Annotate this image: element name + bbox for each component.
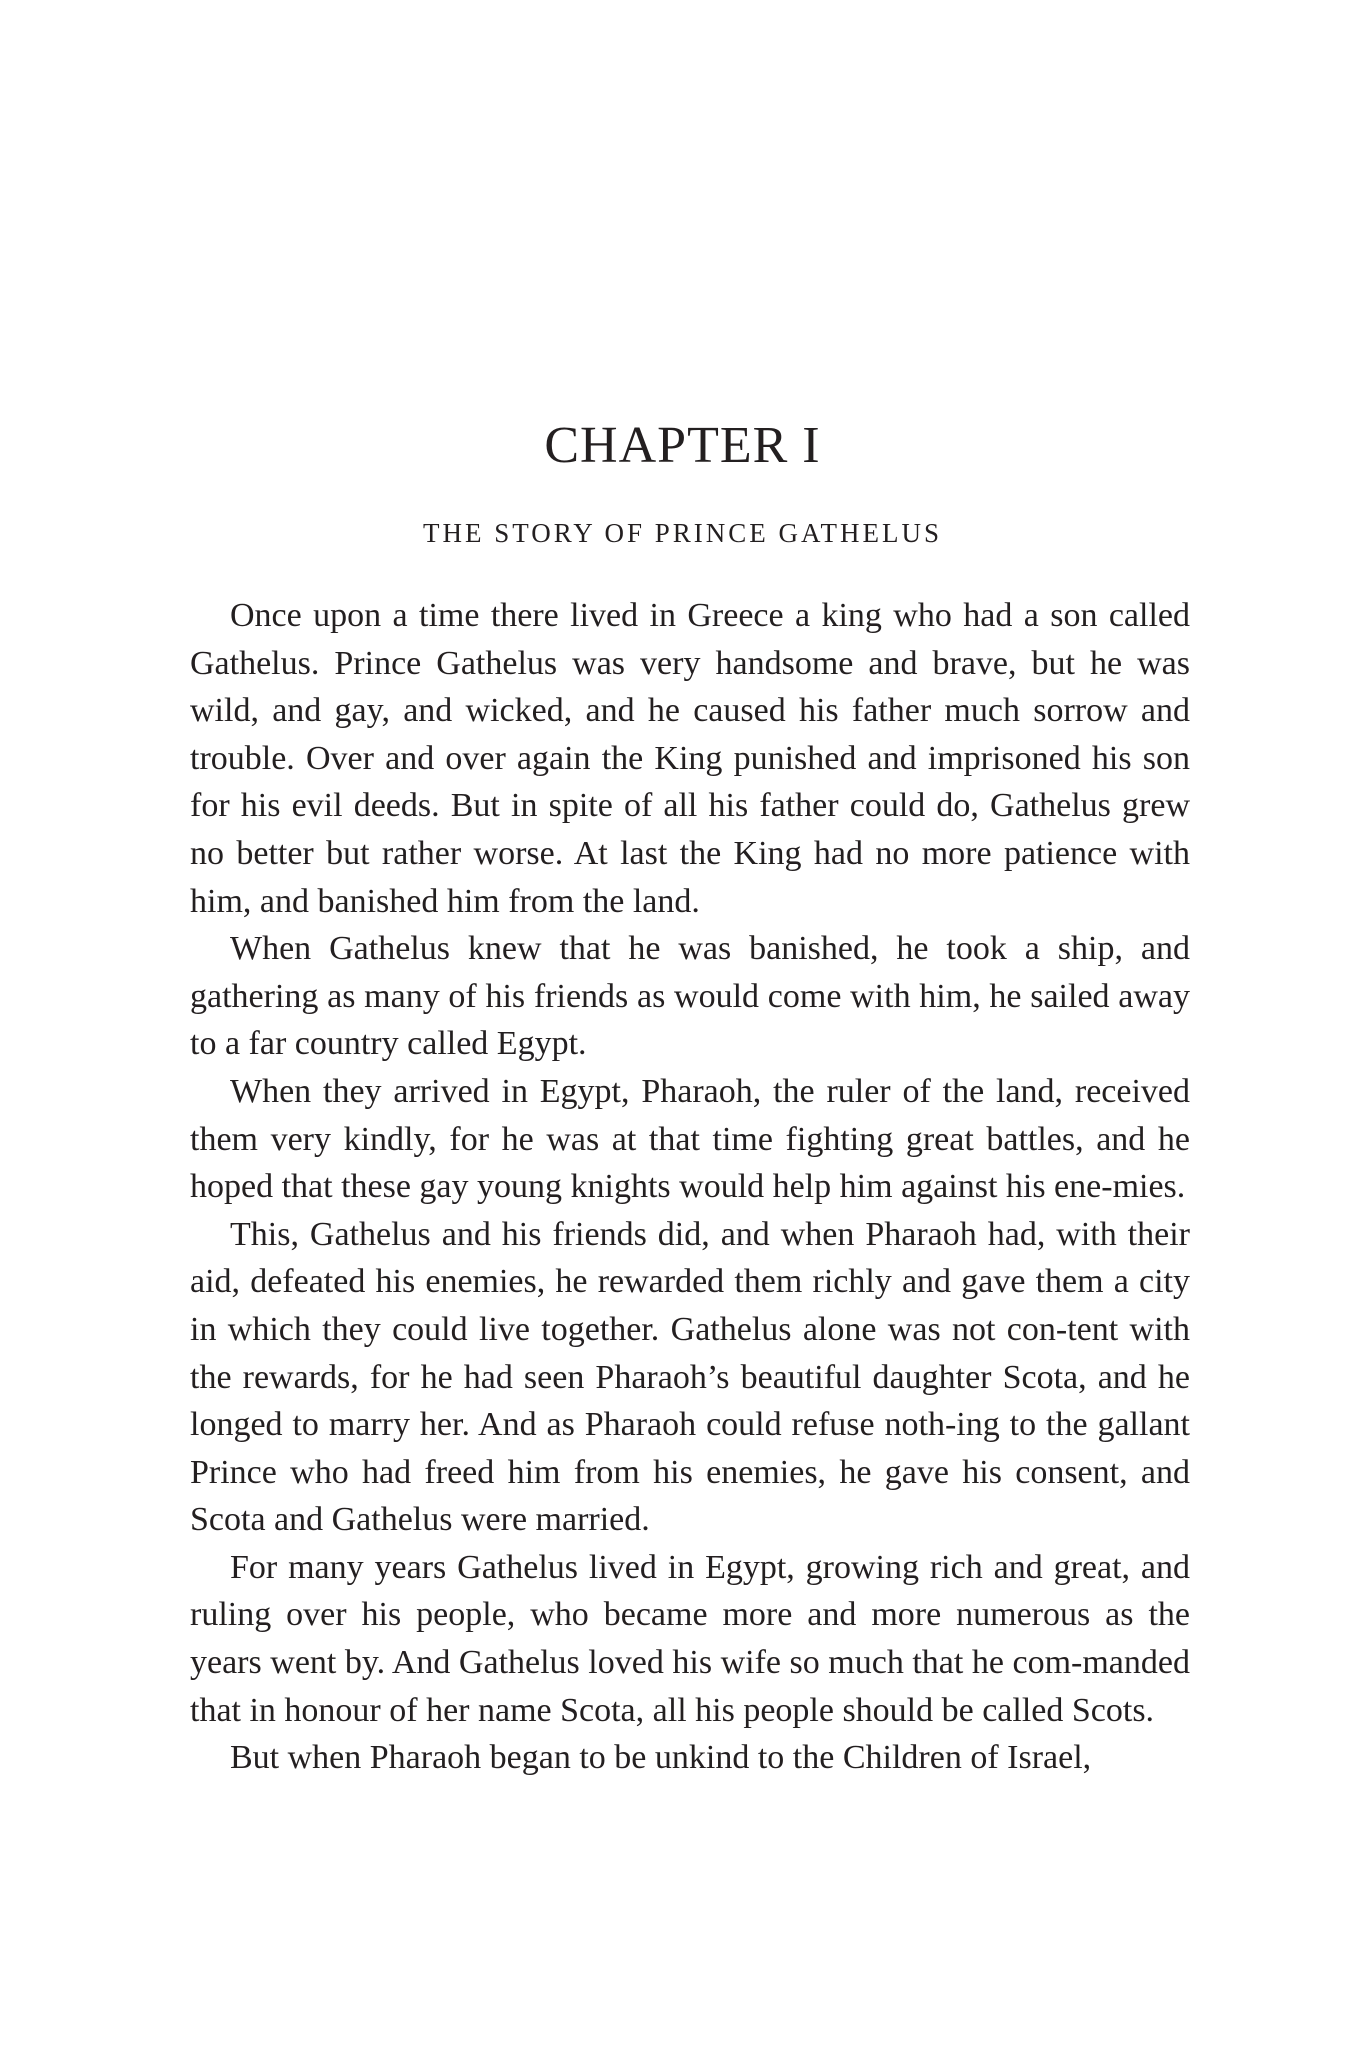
paragraph: This, Gathelus and his friends did, and when Pharaoh had, with their aid, defeated his enemies, he rewarded them richly and gave them a city in which they could live together. Gathelus alone was not con-tent with the rewards, for he had seen Pharaoh’s beautiful daughter Scota, and he longed to marry her. And as Pharaoh could refuse noth-ing to the gallant Prince who had freed him from his enemies, he gave his consent, and Scota and Gathelus were married. <box>190 1215 1190 1539</box>
chapter-body <box>190 592 1190 1782</box>
chapter-subtitle: THE STORY OF PRINCE GATHELUS <box>422 518 943 548</box>
paragraph: For many years Gathelus lived in Egypt, growing rich and great, and ruling over his people, who became more and more numerous as the years went by. And Gathelus loved his wife so much that he com-manded that in honour of her name Scota, all his people should be called Scots. <box>190 1548 1190 1729</box>
paragraph: Once upon a time there lived in Greece a king who had a son called Gathelus. Prince Gathelus was very handsome and brave, but he was wild, and gay, and wicked, and he caused his father much sorrow and trouble. Over and over again the King punished and imprisoned his son for his evil deeds. But in spite of all his father could do, Gathelus grew no better but rather worse. At last the King had no more patience with him, and banished him from the land. <box>190 597 1190 920</box>
paragraph: When Gathelus knew that he was banished, he took a ship, and gathering as many of his friends as would come with him, he sailed away to a far country called Egypt. <box>190 930 1190 1063</box>
paragraph: When they arrived in Egypt, Pharaoh, the ruler of the land, received them very kindly, for he was at that time fighting great battles, and he hoped that these gay young knights would help him against his ene-mies. <box>190 1072 1190 1206</box>
chapter-title: CHAPTER I <box>544 417 821 474</box>
paragraph: But when Pharaoh began to be unkind to the Children of Israel, <box>230 1739 1092 1777</box>
